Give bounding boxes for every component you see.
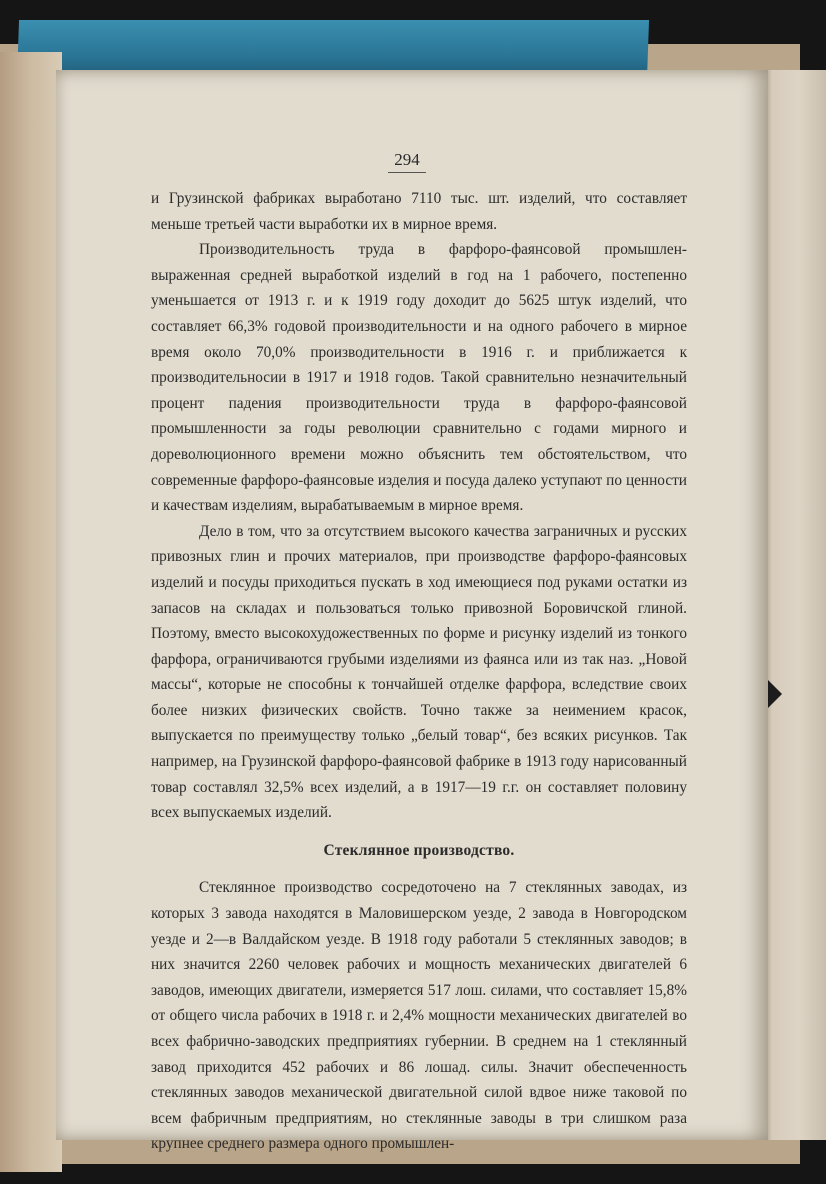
- page-edge-left: [0, 52, 62, 1172]
- paragraph: Производительность труда в фарфоро-фаянсовой промышлен- выраженная средней выработкой изделий в год на 1 рабочего, постепенно уменьшается от 1913 г. и к 1919 году доходит до 5625 штук изделий, что составляет 66,3% годовой производительности и на одного рабочего в мирное время около 70,0% производительности в 1916 г. и приближается к производительносии в 1917 и 1918 годов. Такой сравнительно незначительный процент падения производительности труда в фарфоро-фаянсовой промышленности за годы революции сравнительно с годами мирного и дореволюционного времени можно объяснить тем обстоятельством, что современные фарфоро-фаянсовые изделия и посуда далеко уступают по ценности и качествам изделиям, вырабатываемым в мирное время.: [151, 241, 687, 515]
- paragraph: Дело в том, что за отсутствием высокого качества заграничных и русских привозных глин и прочих материалов, при производстве фарфоро-фаянсовых изделий и посуды приходиться пускать в ход имеющиеся под руками остатки из запасов на складах и пользоваться только привозной Боровичской глиной. Поэтому, вместо высокохудожественных по форме и рисунку изделий из тонкого фарфора, ограничиваются грубыми изделиями из фаянса или из так наз. „Новой массы“, которые не способны к тончайшей отделке фарфора, вследствие своих более низких физических свойств. Точно также за неимением красок, выпускается по преимуществу только „белый товар“, без всяких рисунков. Так например, на Грузинской фарфоро-фаянсовой фабрике в 1913 году нарисованный товар составлял 32,5% всех изделий, а в 1917—19 г.г. он составляет половину всех выпускаемых изделий.: [151, 522, 687, 822]
- page-number: 294: [388, 150, 426, 173]
- page-text: [151, 186, 687, 1157]
- paragraph: и Грузинской фабриках выработано 7110 тыс. шт. изделий, что составляет меньше третьей части выработки их в мирное время.: [151, 190, 687, 233]
- page-number-container: [0, 150, 826, 173]
- facing-page-edge: [760, 70, 826, 1140]
- section-heading: Стеклянное производство.: [323, 841, 515, 859]
- bookmark-marker: [768, 680, 782, 708]
- paragraph: Стеклянное производство сосредоточено на 7 стеклянных заводах, из которых 3 завода находятся в Маловишерском уезде, 2 завода в Новгородском уезде и 2—в Валдайском уезде. В 1918 году работали 5 стеклянных заводов; в них значится 2260 человек рабочих и мощность механических двигателей 6 заводов, имеющих двигатели, измеряется 517 лош. силами, что составляет 15,8% от общего числа рабочих в 1918 г. и 2,4% мощности механических двигателей во всех фабрично-заводских предприятиях губернии. В среднем на 1 стеклянный завод приходится 452 рабочих и 86 лошад. силы. Значит обеспеченность стеклянных заводов механической двигательной силой вдвое ниже таковой по всем фабричным предприятиям, но стеклянные заводы в три слишком раза крупнее среднего размера одного промышлен-: [151, 879, 687, 1153]
